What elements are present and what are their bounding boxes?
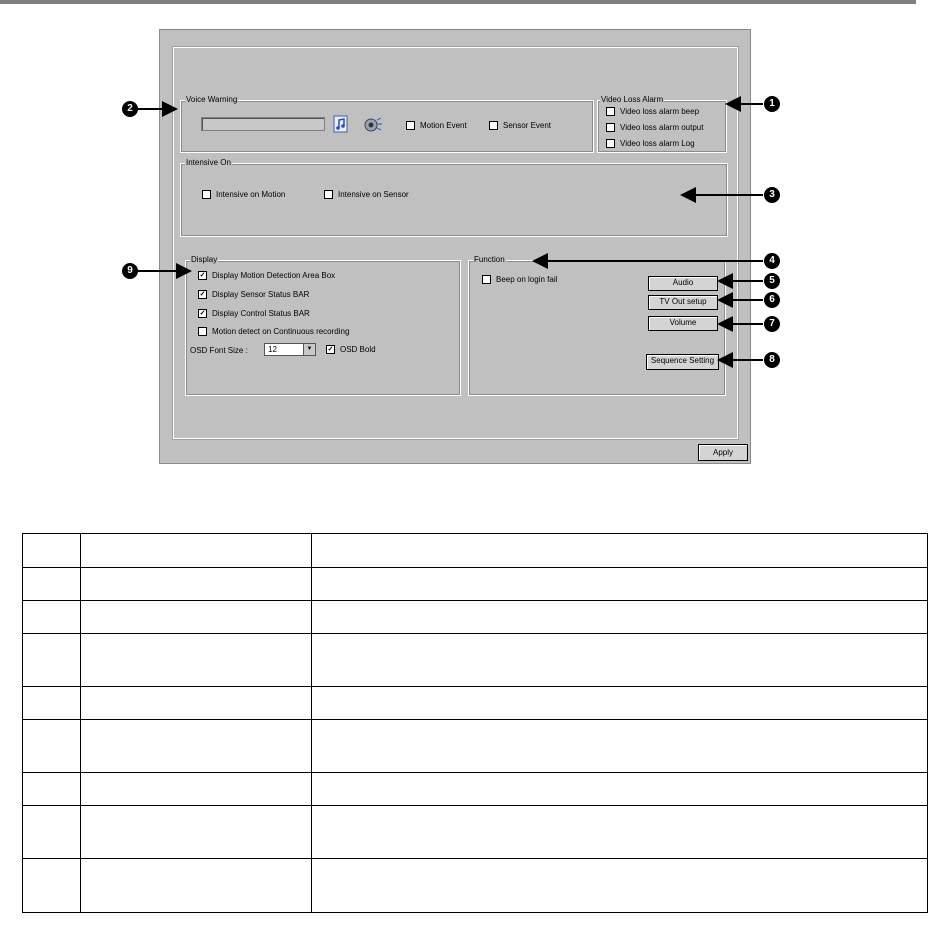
volume-button[interactable]: Volume <box>648 316 718 331</box>
table-cell <box>312 568 928 601</box>
display-sensor-bar-label: Display Sensor Status BAR <box>212 290 310 299</box>
table-row <box>23 568 928 601</box>
table-cell <box>23 634 81 687</box>
display-control-bar-label: Display Control Status BAR <box>212 309 310 318</box>
video-loss-beep-label: Video loss alarm beep <box>620 107 700 116</box>
table-cell <box>81 773 312 806</box>
description-table <box>22 533 928 913</box>
table-cell <box>23 687 81 720</box>
table-cell <box>81 568 312 601</box>
table-cell <box>312 601 928 634</box>
intensive-on-sensor-label: Intensive on Sensor <box>338 190 409 199</box>
check-mark-icon: ✓ <box>199 291 206 298</box>
table-cell <box>312 773 928 806</box>
table-row <box>23 720 928 773</box>
callout-marker-3: 3 <box>764 187 780 203</box>
table-row <box>23 687 928 720</box>
table-cell <box>23 806 81 859</box>
table-cell <box>81 534 312 568</box>
osd-bold-label: OSD Bold <box>340 345 376 354</box>
table-cell <box>23 720 81 773</box>
table-cell <box>312 859 928 913</box>
table-row <box>23 634 928 687</box>
check-mark-icon: ✓ <box>199 310 206 317</box>
function-title: Function <box>474 255 505 264</box>
motion-event-label: Motion Event <box>420 121 467 130</box>
table-row <box>23 773 928 806</box>
motion-detect-continuous-label: Motion detect on Continuous recording <box>212 327 350 336</box>
table-cell <box>23 601 81 634</box>
table-row <box>23 859 928 913</box>
callout-marker-6: 6 <box>764 292 780 308</box>
table-cell <box>312 720 928 773</box>
intensive-on-title: Intensive On <box>186 158 231 167</box>
apply-button[interactable]: Apply <box>698 444 748 461</box>
table-cell <box>23 773 81 806</box>
beep-login-fail-label: Beep on login fail <box>496 275 558 284</box>
video-loss-log-label: Video loss alarm Log <box>620 139 695 148</box>
osd-font-size-label: OSD Font Size : <box>190 346 248 355</box>
table-row <box>23 601 928 634</box>
table-cell <box>81 634 312 687</box>
sensor-event-label: Sensor Event <box>503 121 552 130</box>
table-cell <box>312 806 928 859</box>
table-cell <box>81 601 312 634</box>
table-cell <box>81 720 312 773</box>
table-cell <box>23 534 81 568</box>
table-cell <box>81 806 312 859</box>
table-cell <box>312 634 928 687</box>
callout-marker-8: 8 <box>764 352 780 368</box>
check-mark-icon: ✓ <box>327 346 334 353</box>
display-motion-area-label: Display Motion Detection Area Box <box>212 271 336 280</box>
table-cell <box>81 687 312 720</box>
table-cell <box>23 568 81 601</box>
callout-marker-1: 1 <box>764 96 780 112</box>
check-mark-icon: ✓ <box>199 272 206 279</box>
table-cell <box>23 859 81 913</box>
tv-out-setup-button[interactable]: TV Out setup <box>648 295 718 310</box>
sequence-setting-button[interactable]: Sequence Setting <box>646 354 719 370</box>
callout-marker-2: 2 <box>122 101 138 117</box>
table-row <box>23 806 928 859</box>
callout-marker-4: 4 <box>764 253 780 269</box>
video-loss-alarm-title: Video Loss Alarm <box>601 95 664 104</box>
table-cell <box>312 687 928 720</box>
callout-marker-5: 5 <box>764 273 780 289</box>
table-cell <box>81 859 312 913</box>
voice-warning-title: Voice Warning <box>186 95 238 104</box>
video-loss-output-label: Video loss alarm output <box>620 123 704 132</box>
display-title: Display <box>191 255 218 264</box>
table-row <box>23 534 928 568</box>
osd-font-size-value: 12 <box>268 345 277 354</box>
audio-button[interactable]: Audio <box>648 276 718 291</box>
chevron-down-icon[interactable]: ▼ <box>303 344 315 355</box>
callout-marker-7: 7 <box>764 316 780 332</box>
table-cell <box>312 534 928 568</box>
intensive-on-motion-label: Intensive on Motion <box>216 190 286 199</box>
callout-marker-9: 9 <box>122 263 138 279</box>
